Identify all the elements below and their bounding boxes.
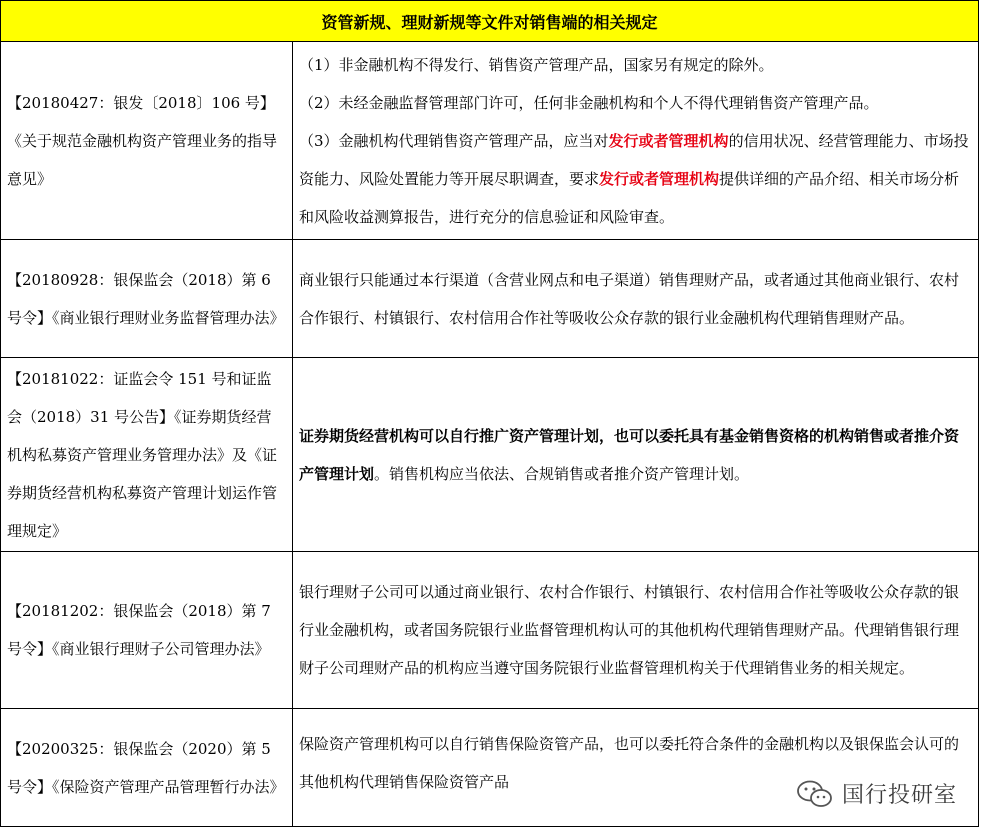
paragraph: （1）非金融机构不得发行、销售资产管理产品，国家另有规定的除外。 [299, 55, 774, 74]
content-cell: 银行理财子公司可以通过商业银行、农村合作银行、村镇银行、农村信用合作社等吸收公众存款的银行业金融机构，或者国务院银行业监督管理机构认可的其他机构代理销售理财产品。代理销售银行理财子公司理财产品的机构应当遵守国务院银行业监督管理机构关于代理销售业务的相关规定。 [293, 552, 979, 709]
paragraph: （2）未经金融监督管理部门许可，任何非金融机构和个人不得代理销售资产管理产品。 [299, 93, 879, 112]
table-row [1, 240, 979, 358]
table-row [1, 358, 979, 552]
bold-text: 证券期货经营机构可以自行推广资产管理计划，也可以委托具有基金销售资格的机构销售或者推介资产管理计划 [299, 426, 960, 483]
table-title: 资管新规、理财新规等文件对销售端的相关规定 [1, 1, 979, 42]
source-cell: 【20180427：银发〔2018〕106 号】《关于规范金融机构资产管理业务的指导意见》 [1, 42, 293, 240]
content-cell: 证券期货经营机构可以自行推广资产管理计划，也可以委托具有基金销售资格的机构销售或者推介资产管理计划。销售机构应当依法、合规销售或者推介资产管理计划。 [293, 358, 979, 552]
content-cell: 商业银行只能通过本行渠道（含营业网点和电子渠道）销售理财产品，或者通过其他商业银行、农村合作银行、村镇银行、农村信用合作社等吸收公众存款的银行业金融机构代理销售理财产品。 [293, 240, 979, 358]
wechat-icon [796, 779, 834, 809]
watermark [796, 778, 957, 809]
paragraph: （3）金融机构代理销售资产管理产品，应当对发行或者管理机构的信用状况、经营管理能力、市场投资能力、风险处置能力等开展尽职调查，要求发行或者管理机构提供详细的产品介绍、相关市场分析和风险收益测算报告，进行充分的信息验证和风险审查。 [299, 131, 969, 226]
content-cell: 保险资产管理机构可以自行销售保险资管产品，也可以委托符合条件的金融机构以及银保监会认可的其他机构代理销售保险资管产品 [293, 709, 979, 827]
highlight-text: 发行或者管理机构 [608, 131, 729, 150]
table-header-row [1, 1, 979, 42]
source-cell: 【20180928：银保监会（2018）第 6 号令】《商业银行理财业务监督管理办法》 [1, 240, 293, 358]
highlight-text: 发行或者管理机构 [599, 169, 720, 188]
table-row [1, 552, 979, 709]
content-cell [293, 42, 979, 240]
source-cell: 【20181202：银保监会（2018）第 7 号令】《商业银行理财子公司管理办法》 [1, 552, 293, 709]
source-cell: 【20181022：证监会令 151 号和证监会（2018）31 号公告】《证券期货经营机构私募资产管理业务管理办法》及《证券期货经营机构私募资产管理计划运作管理规定》 [1, 358, 293, 552]
watermark-text: 国行投研室 [841, 783, 957, 808]
source-cell: 【20200325：银保监会（2020）第 5 号令】《保险资产管理产品管理暂行办法》 [1, 709, 293, 827]
table-row [1, 42, 979, 240]
